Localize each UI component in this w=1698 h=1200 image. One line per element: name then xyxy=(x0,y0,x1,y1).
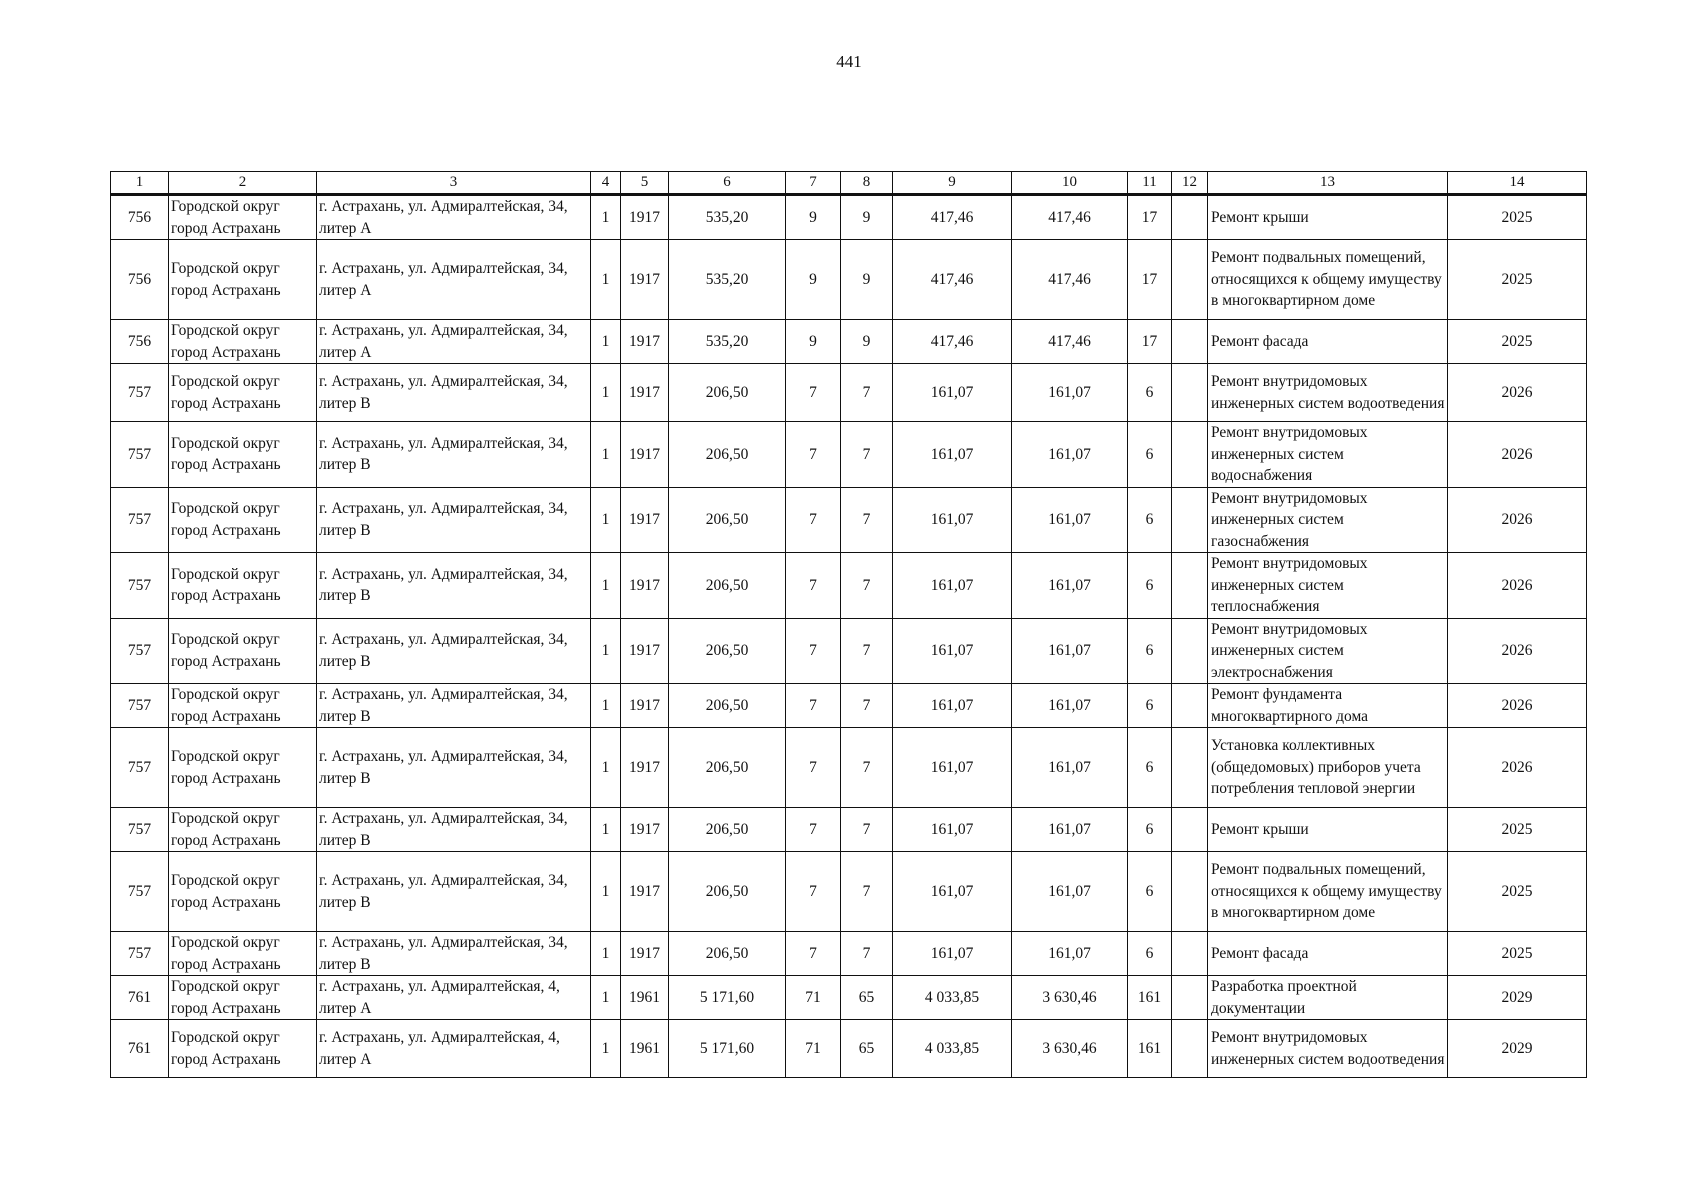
col7-cell: 7 xyxy=(786,364,841,422)
district-cell: Городской округ город Астрахань xyxy=(169,1020,317,1078)
col9-cell: 161,07 xyxy=(893,618,1012,684)
column-header-14: 14 xyxy=(1448,172,1587,195)
plan-year-cell: 2026 xyxy=(1448,684,1587,728)
total-area-cell: 206,50 xyxy=(669,728,786,808)
col12-cell xyxy=(1172,487,1208,553)
work-type-cell: Ремонт внутридомовых инженерных систем электроснабжения xyxy=(1208,618,1448,684)
col10-cell: 161,07 xyxy=(1012,684,1128,728)
col11-cell: 6 xyxy=(1128,553,1172,619)
col10-cell: 161,07 xyxy=(1012,364,1128,422)
col12-cell xyxy=(1172,320,1208,364)
total-area-cell: 535,20 xyxy=(669,195,786,240)
col7-cell: 7 xyxy=(786,618,841,684)
column-header-2: 2 xyxy=(169,172,317,195)
col8-cell: 9 xyxy=(841,240,893,320)
col8-cell: 65 xyxy=(841,976,893,1020)
table-body xyxy=(111,195,1587,1078)
col9-cell: 161,07 xyxy=(893,364,1012,422)
col12-cell xyxy=(1172,808,1208,852)
col12-cell xyxy=(1172,422,1208,488)
col12-cell xyxy=(1172,553,1208,619)
work-type-cell: Ремонт внутридомовых инженерных систем теплоснабжения xyxy=(1208,553,1448,619)
year-built-cell: 1917 xyxy=(621,684,669,728)
col12-cell xyxy=(1172,728,1208,808)
total-area-cell: 206,50 xyxy=(669,932,786,976)
col4-cell: 1 xyxy=(591,364,621,422)
col8-cell: 7 xyxy=(841,808,893,852)
total-area-cell: 206,50 xyxy=(669,553,786,619)
col12-cell xyxy=(1172,852,1208,932)
district-cell: Городской округ город Астрахань xyxy=(169,487,317,553)
district-cell: Городской округ город Астрахань xyxy=(169,240,317,320)
total-area-cell: 206,50 xyxy=(669,684,786,728)
column-header-13: 13 xyxy=(1208,172,1448,195)
plan-year-cell: 2025 xyxy=(1448,808,1587,852)
total-area-cell: 206,50 xyxy=(669,808,786,852)
year-built-cell: 1917 xyxy=(621,240,669,320)
district-cell: Городской округ город Астрахань xyxy=(169,684,317,728)
col4-cell: 1 xyxy=(591,728,621,808)
col4-cell: 1 xyxy=(591,618,621,684)
column-header-12: 12 xyxy=(1172,172,1208,195)
work-type-cell: Ремонт фасада xyxy=(1208,932,1448,976)
col4-cell: 1 xyxy=(591,422,621,488)
row-number: 757 xyxy=(111,808,169,852)
column-header-6: 6 xyxy=(669,172,786,195)
col12-cell xyxy=(1172,195,1208,240)
col11-cell: 6 xyxy=(1128,728,1172,808)
work-type-cell: Ремонт внутридомовых инженерных систем водоснабжения xyxy=(1208,422,1448,488)
col9-cell: 161,07 xyxy=(893,422,1012,488)
work-type-cell: Ремонт внутридомовых инженерных систем газоснабжения xyxy=(1208,487,1448,553)
col9-cell: 417,46 xyxy=(893,195,1012,240)
col8-cell: 7 xyxy=(841,852,893,932)
col10-cell: 161,07 xyxy=(1012,808,1128,852)
row-number: 757 xyxy=(111,852,169,932)
work-type-cell: Ремонт фасада xyxy=(1208,320,1448,364)
district-cell: Городской округ город Астрахань xyxy=(169,195,317,240)
col11-cell: 6 xyxy=(1128,684,1172,728)
table-row xyxy=(111,618,1587,684)
row-number: 761 xyxy=(111,976,169,1020)
column-header-1: 1 xyxy=(111,172,169,195)
col8-cell: 7 xyxy=(841,618,893,684)
year-built-cell: 1917 xyxy=(621,195,669,240)
address-cell: г. Астрахань, ул. Адмиралтейская, 34, литер В xyxy=(317,618,591,684)
table-row xyxy=(111,932,1587,976)
column-header-5: 5 xyxy=(621,172,669,195)
table-row xyxy=(111,684,1587,728)
total-area-cell: 535,20 xyxy=(669,320,786,364)
row-number: 757 xyxy=(111,932,169,976)
column-header-9: 9 xyxy=(893,172,1012,195)
col12-cell xyxy=(1172,1020,1208,1078)
col7-cell: 7 xyxy=(786,684,841,728)
total-area-cell: 206,50 xyxy=(669,852,786,932)
col10-cell: 161,07 xyxy=(1012,422,1128,488)
address-cell: г. Астрахань, ул. Адмиралтейская, 34, литер В xyxy=(317,852,591,932)
plan-year-cell: 2026 xyxy=(1448,553,1587,619)
col7-cell: 9 xyxy=(786,195,841,240)
row-number: 756 xyxy=(111,320,169,364)
row-number: 756 xyxy=(111,195,169,240)
col10-cell: 417,46 xyxy=(1012,320,1128,364)
plan-year-cell: 2025 xyxy=(1448,240,1587,320)
col4-cell: 1 xyxy=(591,976,621,1020)
col10-cell: 161,07 xyxy=(1012,932,1128,976)
col10-cell: 161,07 xyxy=(1012,728,1128,808)
table-row xyxy=(111,1020,1587,1078)
col4-cell: 1 xyxy=(591,553,621,619)
col4-cell: 1 xyxy=(591,852,621,932)
year-built-cell: 1961 xyxy=(621,976,669,1020)
col7-cell: 7 xyxy=(786,487,841,553)
column-header-8: 8 xyxy=(841,172,893,195)
work-type-cell: Ремонт крыши xyxy=(1208,808,1448,852)
col4-cell: 1 xyxy=(591,487,621,553)
address-cell: г. Астрахань, ул. Адмиралтейская, 34, литер В xyxy=(317,364,591,422)
plan-year-cell: 2026 xyxy=(1448,487,1587,553)
district-cell: Городской округ город Астрахань xyxy=(169,808,317,852)
year-built-cell: 1917 xyxy=(621,618,669,684)
col7-cell: 71 xyxy=(786,976,841,1020)
row-number: 756 xyxy=(111,240,169,320)
table-header xyxy=(111,172,1587,195)
col12-cell xyxy=(1172,976,1208,1020)
col9-cell: 161,07 xyxy=(893,932,1012,976)
col4-cell: 1 xyxy=(591,684,621,728)
row-number: 757 xyxy=(111,553,169,619)
col11-cell: 161 xyxy=(1128,1020,1172,1078)
table-row xyxy=(111,195,1587,240)
col7-cell: 71 xyxy=(786,1020,841,1078)
col11-cell: 161 xyxy=(1128,976,1172,1020)
work-type-cell: Ремонт фундамента многоквартирного дома xyxy=(1208,684,1448,728)
col8-cell: 7 xyxy=(841,422,893,488)
col7-cell: 9 xyxy=(786,240,841,320)
col11-cell: 6 xyxy=(1128,364,1172,422)
col11-cell: 6 xyxy=(1128,852,1172,932)
district-cell: Городской округ город Астрахань xyxy=(169,364,317,422)
plan-year-cell: 2025 xyxy=(1448,852,1587,932)
total-area-cell: 535,20 xyxy=(669,240,786,320)
col10-cell: 3 630,46 xyxy=(1012,1020,1128,1078)
col7-cell: 7 xyxy=(786,852,841,932)
work-type-cell: Ремонт подвальных помещений, относящихся к общему имуществу в многоквартирном доме xyxy=(1208,240,1448,320)
col8-cell: 65 xyxy=(841,1020,893,1078)
col8-cell: 7 xyxy=(841,684,893,728)
address-cell: г. Астрахань, ул. Адмиралтейская, 34, литер В xyxy=(317,808,591,852)
col12-cell xyxy=(1172,932,1208,976)
col11-cell: 17 xyxy=(1128,320,1172,364)
district-cell: Городской округ город Астрахань xyxy=(169,976,317,1020)
address-cell: г. Астрахань, ул. Адмиралтейская, 4, литер А xyxy=(317,976,591,1020)
col9-cell: 161,07 xyxy=(893,852,1012,932)
col8-cell: 7 xyxy=(841,932,893,976)
col10-cell: 161,07 xyxy=(1012,618,1128,684)
col12-cell xyxy=(1172,618,1208,684)
col7-cell: 9 xyxy=(786,320,841,364)
col7-cell: 7 xyxy=(786,422,841,488)
col7-cell: 7 xyxy=(786,553,841,619)
table-row xyxy=(111,808,1587,852)
table-row xyxy=(111,728,1587,808)
address-cell: г. Астрахань, ул. Адмиралтейская, 4, литер А xyxy=(317,1020,591,1078)
address-cell: г. Астрахань, ул. Адмиралтейская, 34, литер А xyxy=(317,320,591,364)
district-cell: Городской округ город Астрахань xyxy=(169,422,317,488)
column-header-10: 10 xyxy=(1012,172,1128,195)
total-area-cell: 206,50 xyxy=(669,618,786,684)
col9-cell: 161,07 xyxy=(893,684,1012,728)
col4-cell: 1 xyxy=(591,1020,621,1078)
address-cell: г. Астрахань, ул. Адмиралтейская, 34, литер В xyxy=(317,728,591,808)
col11-cell: 6 xyxy=(1128,487,1172,553)
work-type-cell: Ремонт внутридомовых инженерных систем водоотведения xyxy=(1208,1020,1448,1078)
row-number: 757 xyxy=(111,728,169,808)
col9-cell: 4 033,85 xyxy=(893,976,1012,1020)
plan-year-cell: 2025 xyxy=(1448,320,1587,364)
address-cell: г. Астрахань, ул. Адмиралтейская, 34, литер В xyxy=(317,553,591,619)
plan-year-cell: 2025 xyxy=(1448,932,1587,976)
work-type-cell: Разработка проектной документации xyxy=(1208,976,1448,1020)
year-built-cell: 1917 xyxy=(621,422,669,488)
page-number: 441 xyxy=(836,52,862,71)
column-header-11: 11 xyxy=(1128,172,1172,195)
col4-cell: 1 xyxy=(591,240,621,320)
district-cell: Городской округ город Астрахань xyxy=(169,320,317,364)
col11-cell: 17 xyxy=(1128,195,1172,240)
col8-cell: 7 xyxy=(841,728,893,808)
work-type-cell: Ремонт внутридомовых инженерных систем водоотведения xyxy=(1208,364,1448,422)
work-type-cell: Ремонт подвальных помещений, относящихся к общему имуществу в многоквартирном доме xyxy=(1208,852,1448,932)
col9-cell: 161,07 xyxy=(893,487,1012,553)
col8-cell: 9 xyxy=(841,195,893,240)
plan-year-cell: 2026 xyxy=(1448,618,1587,684)
col10-cell: 161,07 xyxy=(1012,553,1128,619)
col11-cell: 6 xyxy=(1128,618,1172,684)
table-row xyxy=(111,364,1587,422)
col8-cell: 7 xyxy=(841,553,893,619)
col7-cell: 7 xyxy=(786,728,841,808)
district-cell: Городской округ город Астрахань xyxy=(169,728,317,808)
table-row xyxy=(111,976,1587,1020)
col11-cell: 17 xyxy=(1128,240,1172,320)
header-row xyxy=(111,172,1587,195)
repair-program-table xyxy=(110,171,1587,1078)
year-built-cell: 1917 xyxy=(621,553,669,619)
total-area-cell: 5 171,60 xyxy=(669,976,786,1020)
address-cell: г. Астрахань, ул. Адмиралтейская, 34, литер В xyxy=(317,422,591,488)
col7-cell: 7 xyxy=(786,808,841,852)
col11-cell: 6 xyxy=(1128,808,1172,852)
address-cell: г. Астрахань, ул. Адмиралтейская, 34, литер А xyxy=(317,240,591,320)
total-area-cell: 206,50 xyxy=(669,422,786,488)
plan-year-cell: 2026 xyxy=(1448,422,1587,488)
col12-cell xyxy=(1172,240,1208,320)
total-area-cell: 206,50 xyxy=(669,487,786,553)
col9-cell: 161,07 xyxy=(893,553,1012,619)
col11-cell: 6 xyxy=(1128,932,1172,976)
col9-cell: 4 033,85 xyxy=(893,1020,1012,1078)
col4-cell: 1 xyxy=(591,195,621,240)
year-built-cell: 1917 xyxy=(621,320,669,364)
col10-cell: 3 630,46 xyxy=(1012,976,1128,1020)
year-built-cell: 1961 xyxy=(621,1020,669,1078)
col9-cell: 161,07 xyxy=(893,808,1012,852)
table-row xyxy=(111,553,1587,619)
row-number: 757 xyxy=(111,487,169,553)
col11-cell: 6 xyxy=(1128,422,1172,488)
col4-cell: 1 xyxy=(591,932,621,976)
column-header-4: 4 xyxy=(591,172,621,195)
address-cell: г. Астрахань, ул. Адмиралтейская, 34, литер А xyxy=(317,195,591,240)
plan-year-cell: 2025 xyxy=(1448,195,1587,240)
col9-cell: 417,46 xyxy=(893,240,1012,320)
district-cell: Городской округ город Астрахань xyxy=(169,932,317,976)
col9-cell: 417,46 xyxy=(893,320,1012,364)
district-cell: Городской округ город Астрахань xyxy=(169,852,317,932)
col10-cell: 161,07 xyxy=(1012,852,1128,932)
col10-cell: 161,07 xyxy=(1012,487,1128,553)
row-number: 757 xyxy=(111,422,169,488)
address-cell: г. Астрахань, ул. Адмиралтейская, 34, литер В xyxy=(317,932,591,976)
table-row xyxy=(111,240,1587,320)
col8-cell: 9 xyxy=(841,320,893,364)
row-number: 757 xyxy=(111,618,169,684)
year-built-cell: 1917 xyxy=(621,728,669,808)
plan-year-cell: 2029 xyxy=(1448,976,1587,1020)
column-header-7: 7 xyxy=(786,172,841,195)
col4-cell: 1 xyxy=(591,808,621,852)
col8-cell: 7 xyxy=(841,487,893,553)
table-row xyxy=(111,422,1587,488)
col9-cell: 161,07 xyxy=(893,728,1012,808)
year-built-cell: 1917 xyxy=(621,852,669,932)
col8-cell: 7 xyxy=(841,364,893,422)
address-cell: г. Астрахань, ул. Адмиралтейская, 34, литер В xyxy=(317,684,591,728)
col12-cell xyxy=(1172,364,1208,422)
plan-year-cell: 2026 xyxy=(1448,728,1587,808)
year-built-cell: 1917 xyxy=(621,808,669,852)
plan-year-cell: 2026 xyxy=(1448,364,1587,422)
total-area-cell: 5 171,60 xyxy=(669,1020,786,1078)
col12-cell xyxy=(1172,684,1208,728)
year-built-cell: 1917 xyxy=(621,487,669,553)
year-built-cell: 1917 xyxy=(621,364,669,422)
year-built-cell: 1917 xyxy=(621,932,669,976)
col10-cell: 417,46 xyxy=(1012,240,1128,320)
address-cell: г. Астрахань, ул. Адмиралтейская, 34, литер В xyxy=(317,487,591,553)
col4-cell: 1 xyxy=(591,320,621,364)
row-number: 757 xyxy=(111,684,169,728)
col10-cell: 417,46 xyxy=(1012,195,1128,240)
row-number: 761 xyxy=(111,1020,169,1078)
plan-year-cell: 2029 xyxy=(1448,1020,1587,1078)
table-row xyxy=(111,320,1587,364)
work-type-cell: Ремонт крыши xyxy=(1208,195,1448,240)
district-cell: Городской округ город Астрахань xyxy=(169,553,317,619)
column-header-3: 3 xyxy=(317,172,591,195)
col7-cell: 7 xyxy=(786,932,841,976)
total-area-cell: 206,50 xyxy=(669,364,786,422)
table-row xyxy=(111,487,1587,553)
work-type-cell: Установка коллективных (общедомовых) приборов учета потребления тепловой энергии xyxy=(1208,728,1448,808)
table-row xyxy=(111,852,1587,932)
row-number: 757 xyxy=(111,364,169,422)
district-cell: Городской округ город Астрахань xyxy=(169,618,317,684)
